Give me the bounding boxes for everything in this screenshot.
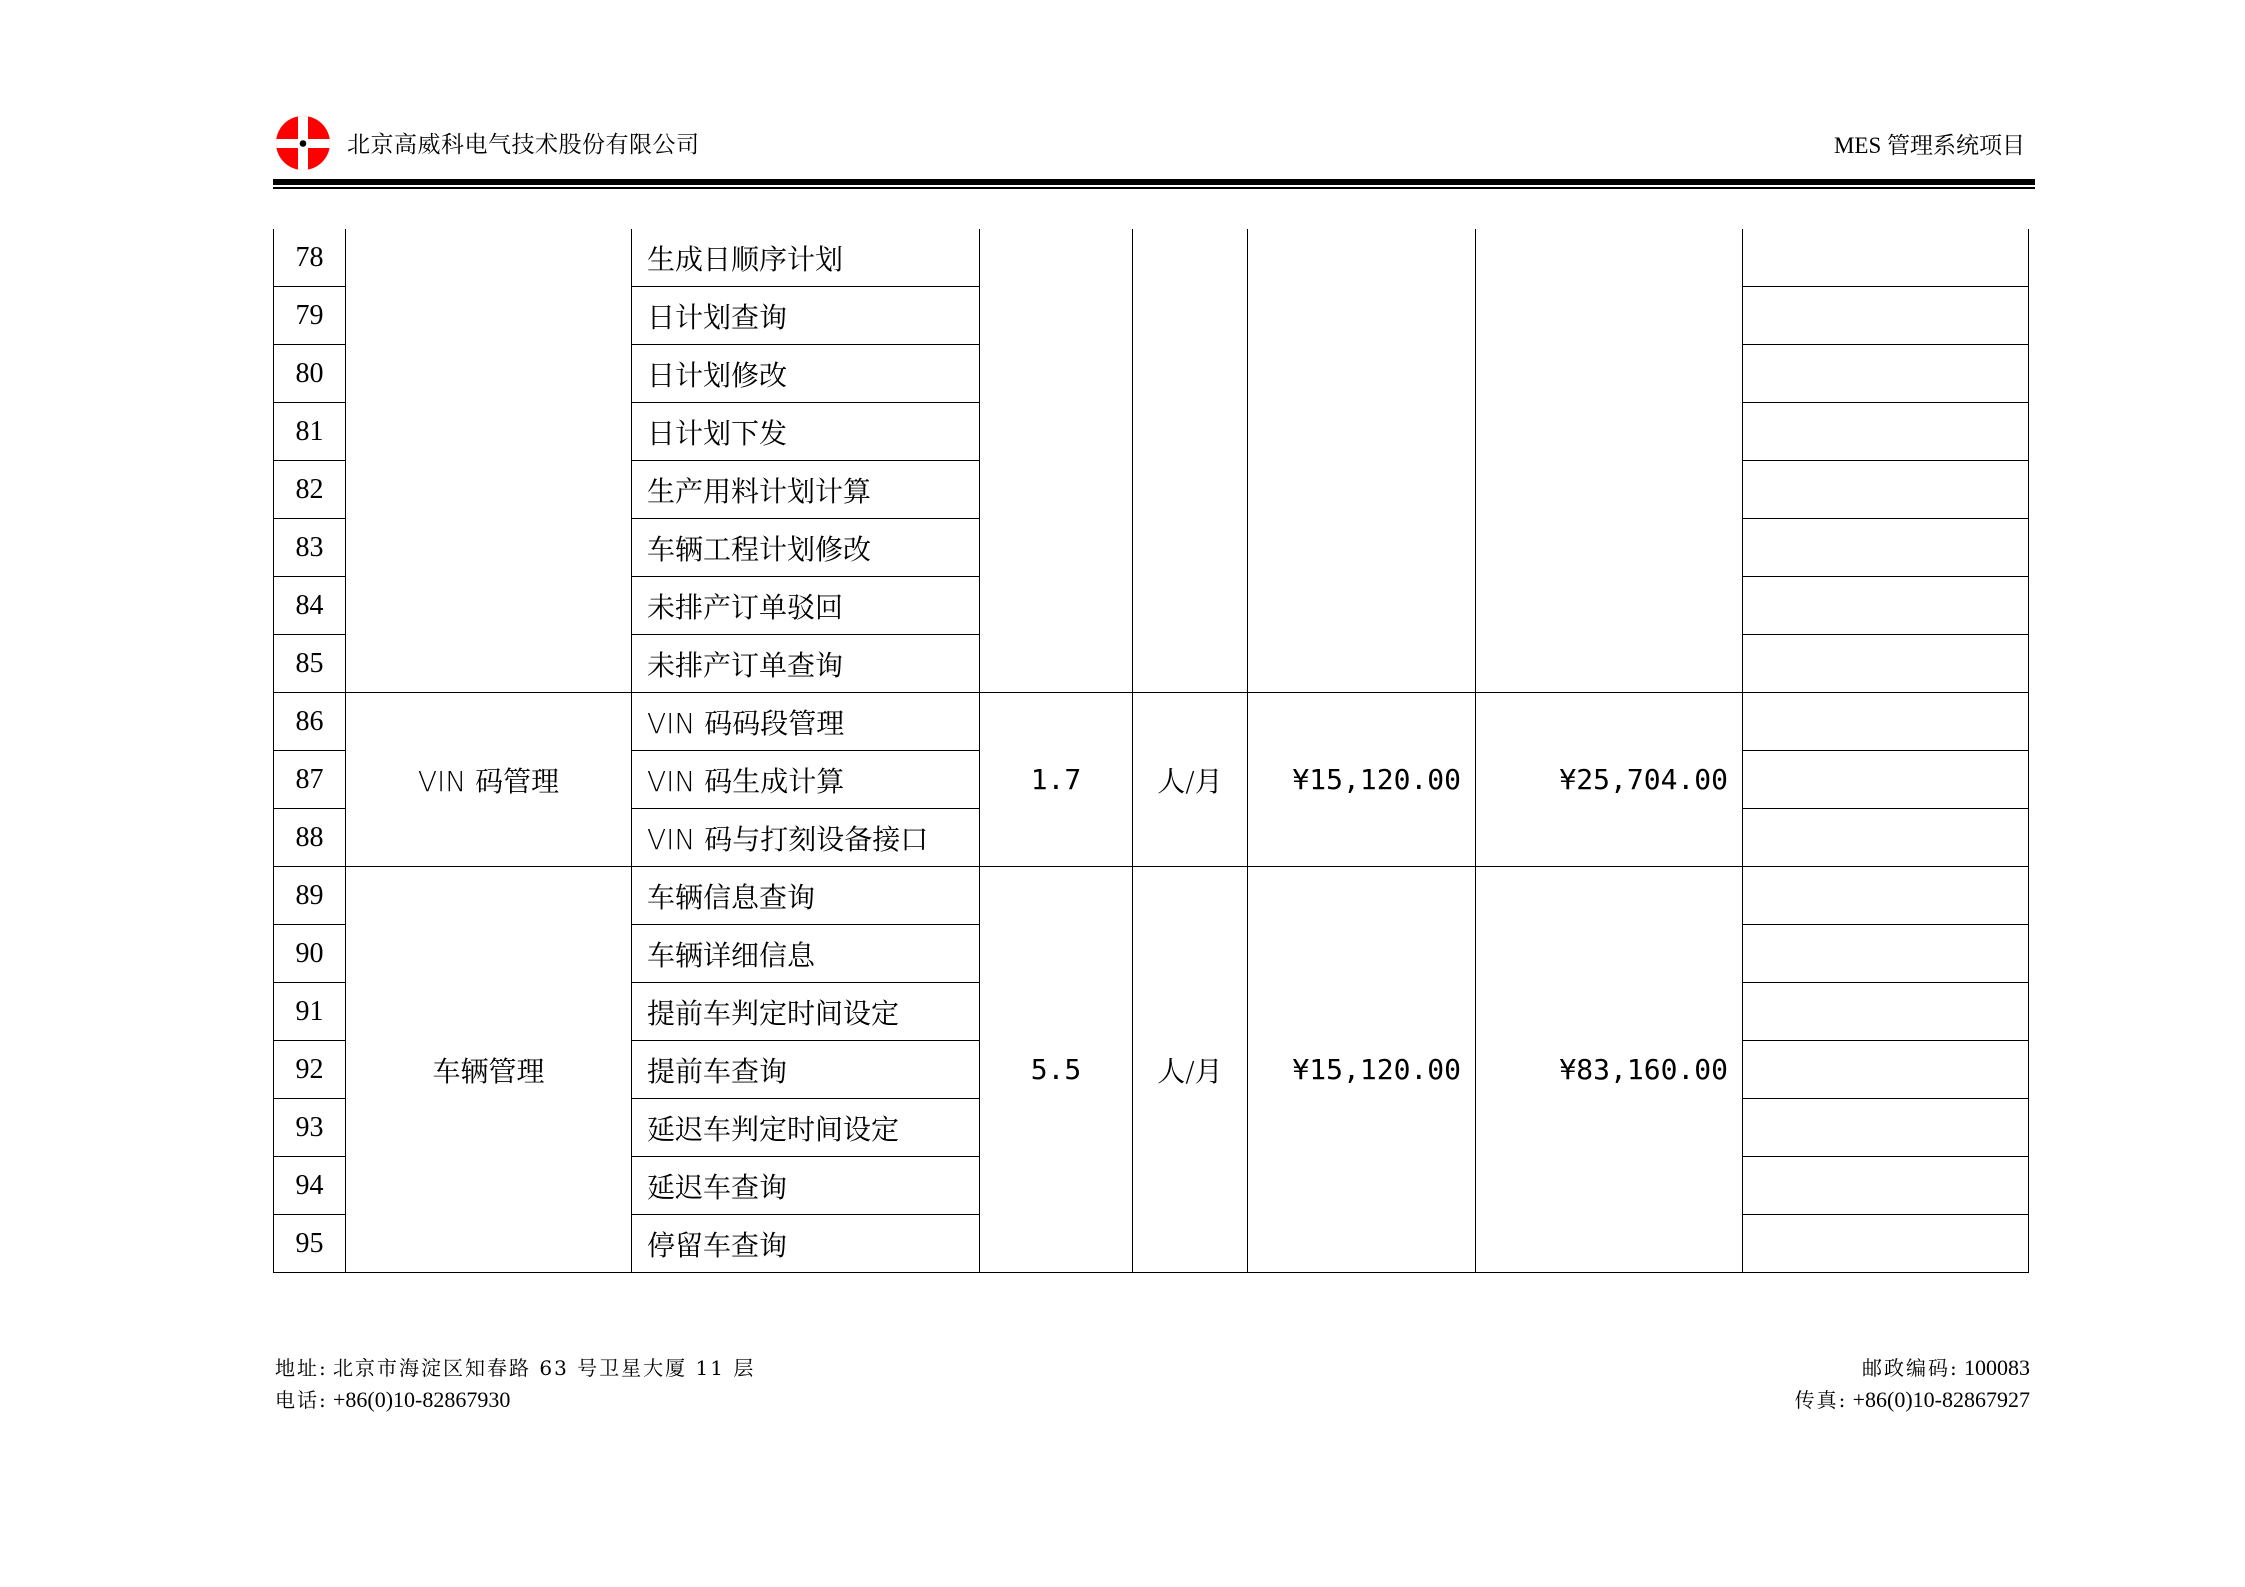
module-cell bbox=[346, 229, 632, 693]
remark-cell bbox=[1743, 1157, 2029, 1215]
function-cell: 提前车判定时间设定 bbox=[632, 983, 980, 1041]
function-cell: 车辆信息查询 bbox=[632, 867, 980, 925]
row-number: 84 bbox=[274, 577, 346, 635]
function-cell: 未排产订单驳回 bbox=[632, 577, 980, 635]
total-cell bbox=[1476, 229, 1743, 693]
function-cell: 生产用料计划计算 bbox=[632, 461, 980, 519]
function-cell: 提前车查询 bbox=[632, 1041, 980, 1099]
row-number: 82 bbox=[274, 461, 346, 519]
function-cell: VIN 码码段管理 bbox=[632, 693, 980, 751]
footer-postcode bbox=[1862, 1352, 2030, 1381]
fax-label: 传真: bbox=[1794, 1388, 1848, 1412]
remark-cell bbox=[1743, 983, 2029, 1041]
row-number: 78 bbox=[274, 229, 346, 287]
address-label: 地址: bbox=[275, 1356, 328, 1380]
remark-cell bbox=[1743, 287, 2029, 345]
phone-label: 电话: bbox=[275, 1388, 328, 1412]
unit-price-cell: ¥15,120.00 bbox=[1248, 693, 1476, 867]
unit-price-cell: ¥15,120.00 bbox=[1248, 867, 1476, 1273]
row-number: 88 bbox=[274, 809, 346, 867]
row-number: 93 bbox=[274, 1099, 346, 1157]
unit-cell bbox=[1133, 229, 1248, 693]
function-cell: 车辆工程计划修改 bbox=[632, 519, 980, 577]
page-footer bbox=[273, 1352, 2030, 1422]
row-number: 81 bbox=[274, 403, 346, 461]
header-rule-thick bbox=[273, 179, 2035, 185]
function-cell: 延迟车查询 bbox=[632, 1157, 980, 1215]
row-number: 83 bbox=[274, 519, 346, 577]
function-cell: 日计划下发 bbox=[632, 403, 980, 461]
remark-cell bbox=[1743, 751, 2029, 809]
row-number: 91 bbox=[274, 983, 346, 1041]
unit-price-cell bbox=[1248, 229, 1476, 693]
remark-cell bbox=[1743, 229, 2029, 287]
remark-cell bbox=[1743, 1041, 2029, 1099]
remark-cell bbox=[1743, 1215, 2029, 1273]
remark-cell bbox=[1743, 867, 2029, 925]
function-cell: 未排产订单查询 bbox=[632, 635, 980, 693]
function-cell: 延迟车判定时间设定 bbox=[632, 1099, 980, 1157]
remark-cell bbox=[1743, 809, 2029, 867]
remark-cell bbox=[1743, 345, 2029, 403]
function-cell: 车辆详细信息 bbox=[632, 925, 980, 983]
project-name: MES 管理系统项目 bbox=[1833, 133, 2025, 158]
total-cell: ¥83,160.00 bbox=[1476, 867, 1743, 1273]
remark-cell bbox=[1743, 519, 2029, 577]
module-cell: VIN 码管理 bbox=[346, 693, 632, 867]
remark-cell bbox=[1743, 635, 2029, 693]
footer-fax bbox=[1795, 1384, 2030, 1413]
fax-value: +86(0)10-82867927 bbox=[1852, 1387, 2030, 1412]
address-value: 北京市海淀区知春路 63 号卫星大厦 11 层 bbox=[333, 1356, 756, 1380]
company-name: 北京高威科电气技术股份有限公司 bbox=[347, 132, 700, 158]
row-number: 86 bbox=[274, 693, 346, 751]
header-rule-thin bbox=[273, 187, 2035, 189]
quantity-cell bbox=[980, 229, 1133, 693]
remark-cell bbox=[1743, 1099, 2029, 1157]
row-number: 92 bbox=[274, 1041, 346, 1099]
table-row bbox=[274, 867, 2029, 925]
unit-cell: 人/月 bbox=[1133, 867, 1248, 1273]
function-cell: VIN 码生成计算 bbox=[632, 751, 980, 809]
unit-cell: 人/月 bbox=[1133, 693, 1248, 867]
postcode-label: 邮政编码: bbox=[1862, 1356, 1959, 1380]
row-number: 79 bbox=[274, 287, 346, 345]
function-cell: 生成日顺序计划 bbox=[632, 229, 980, 287]
function-cell: 日计划修改 bbox=[632, 345, 980, 403]
remark-cell bbox=[1743, 403, 2029, 461]
company-logo-icon bbox=[275, 115, 331, 171]
row-number: 87 bbox=[274, 751, 346, 809]
module-cell: 车辆管理 bbox=[346, 867, 632, 1273]
table-row bbox=[274, 693, 2029, 751]
quantity-cell: 1.7 bbox=[980, 693, 1133, 867]
function-cell: 停留车查询 bbox=[632, 1215, 980, 1273]
postcode-value: 100083 bbox=[1964, 1355, 2030, 1380]
row-number: 85 bbox=[274, 635, 346, 693]
function-cell: 日计划查询 bbox=[632, 287, 980, 345]
row-number: 80 bbox=[274, 345, 346, 403]
remark-cell bbox=[1743, 461, 2029, 519]
row-number: 90 bbox=[274, 925, 346, 983]
row-number: 95 bbox=[274, 1215, 346, 1273]
quantity-cell: 5.5 bbox=[980, 867, 1133, 1273]
page-header bbox=[273, 110, 2035, 190]
remark-cell bbox=[1743, 577, 2029, 635]
remark-cell bbox=[1743, 925, 2029, 983]
row-number: 89 bbox=[274, 867, 346, 925]
remark-cell bbox=[1743, 693, 2029, 751]
total-cell: ¥25,704.00 bbox=[1476, 693, 1743, 867]
footer-address bbox=[275, 1352, 755, 1381]
phone-value: +86(0)10-82867930 bbox=[333, 1387, 511, 1412]
footer-phone bbox=[275, 1384, 510, 1413]
function-cell: VIN 码与打刻设备接口 bbox=[632, 809, 980, 867]
table-row bbox=[274, 229, 2029, 287]
function-cost-table bbox=[273, 229, 2029, 1273]
row-number: 94 bbox=[274, 1157, 346, 1215]
